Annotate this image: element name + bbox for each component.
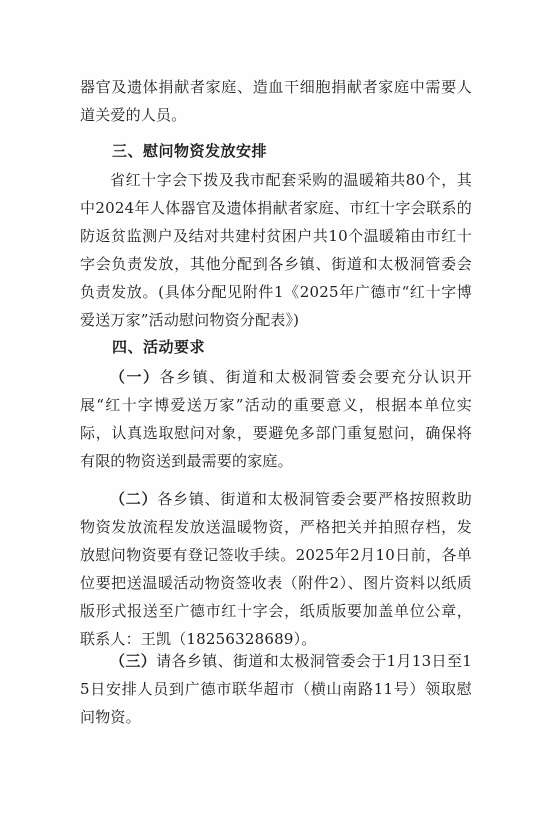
requirement-2-paragraph xyxy=(80,485,472,653)
section-3-paragraph xyxy=(80,166,472,334)
requirement-2-label: （二） xyxy=(110,490,158,508)
requirement-2-text: 各乡镇、街道和太极洞管委会要严格按照救助物资发放流程发放送温暖物资，严格把关并拍照存档，发放慰问物资要有登记签收手续。2025年2月10日前，各单位要把送温暖活动物资签收表（附件2）、图片资料以纸质版形式报送至广德市红十字会，纸质版要加盖单位公章，联系人：王凯（18256328689）。 xyxy=(80,490,472,648)
intro-continuation-text: 器官及遗体捐献者家庭、造血干细胞捐献者家庭中需要人道关爱的人员。 xyxy=(80,78,472,124)
section-3-heading: 三、慰问物资发放安排 xyxy=(112,142,268,160)
section-3-body-text: 省红十字会下拨及我市配套采购的温暖箱共80个，其中2024年人体器官及遗体捐献者家庭、市红十字会联系的防返贫监测户及结对共建村贫困户共10个温暖箱由市红十字会负责发放，其他分配到各乡镇、街道和太极洞管委会负责发放。(具体分配见附件1《2025年广德市“红十字博爱送万家”活动慰问物资分配表》) xyxy=(80,171,472,329)
requirement-1-label: （一） xyxy=(110,368,160,386)
section-4-heading: 四、活动要求 xyxy=(112,338,206,356)
requirement-3-label: （三） xyxy=(110,652,157,670)
requirement-1-text: 各乡镇、街道和太极洞管委会要充分认识开展“红十字博爱送万家”活动的重要意义，根据本单位实际，认真选取慰问对象，要避免多部门重复慰问，确保将有限的物资送到最需要的家庭。 xyxy=(80,368,472,470)
intro-continuation-paragraph xyxy=(80,73,472,129)
requirement-3-paragraph xyxy=(80,647,472,731)
requirement-3-text: 请各乡镇、街道和太极洞管委会于1月13日至15日安排人员到广德市联华超市（横山南路11号）领取慰问物资。 xyxy=(80,652,473,726)
requirement-1-paragraph xyxy=(80,363,472,475)
